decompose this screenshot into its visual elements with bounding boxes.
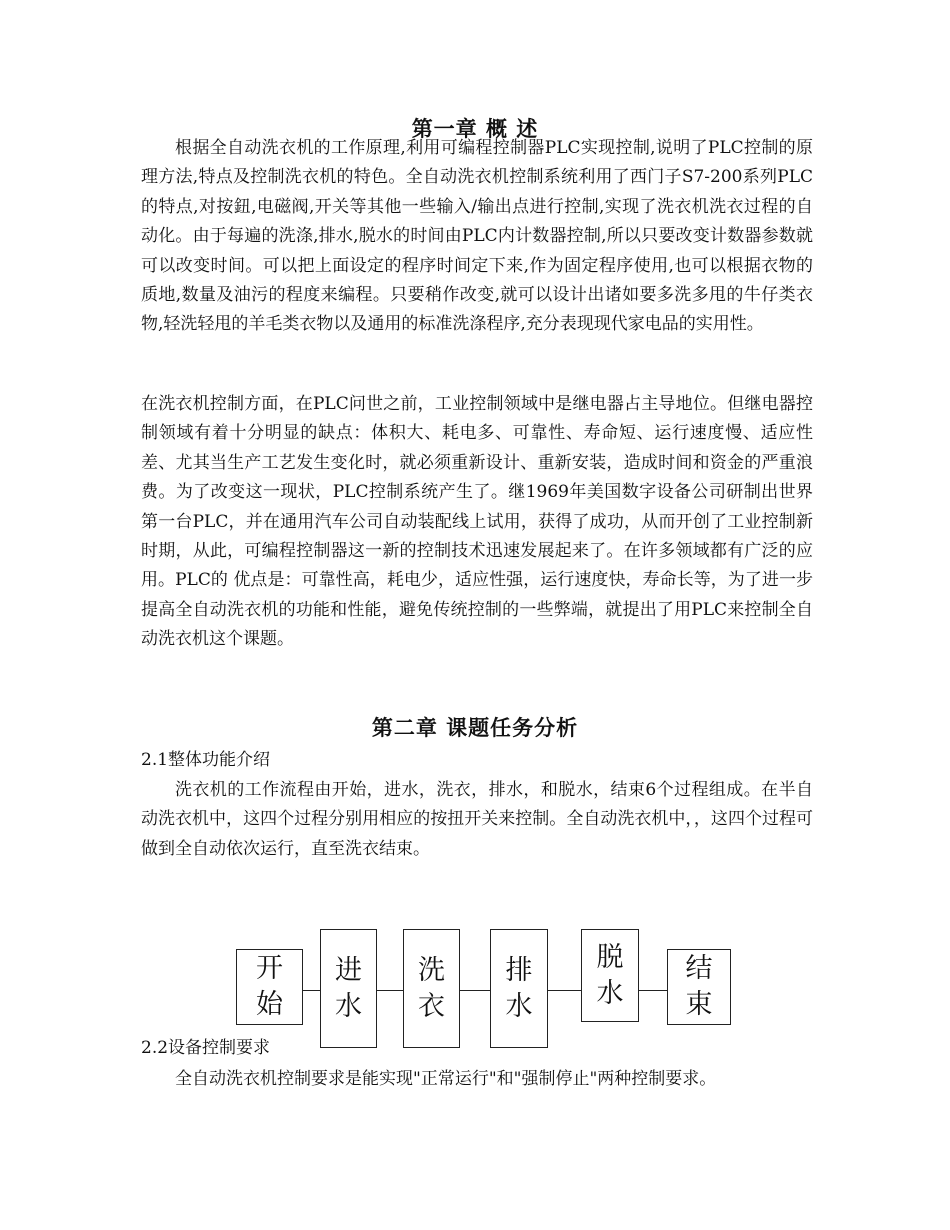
- flow-step-end: [667, 949, 731, 1025]
- chapter1-paragraph-2: 在洗衣机控制方面，在PLC问世之前，工业控制领域中是继电器占主导地位。但继电器控制领域有着十分明显的缺点：体积大、耗电多、可靠性、寿命短、运行速度慢、适应性差、尤其当生产工艺发生变化时，就必须重新设计、重新安装，造成时间和资金的严重浪费。为了改变这一现状，PLC控制系统产生了。继1969年美国数字设备公司研制出世界第一台PLC，并在通用汽车公司自动装配线上试用，获得了成功，从而开创了工业控制新时期，从此，可编程控制器这一新的控制技术迅速发展起来了。在许多领域都有广泛的应用。PLC的 优点是：可靠性高，耗电少，适应性强，运行速度快，寿命长等，为了进一步提高全自动洗衣机的功能和性能，避免传统控制的一些弊端，就提出了用PLC来控制全自动洗衣机这个课题。: [141, 394, 813, 650]
- flow-step-water-in: [320, 929, 377, 1048]
- flow-connector: [638, 990, 668, 991]
- flow-step-label: 排水: [505, 954, 533, 1022]
- flow-step-label: 脱水: [596, 941, 624, 1009]
- flow-step-label: 开始: [256, 953, 283, 1020]
- flow-step-wash: [403, 929, 460, 1048]
- flow-connector: [376, 990, 404, 991]
- flow-step-drain: [490, 929, 548, 1048]
- section-2-2-heading: 2.2设备控制要求: [141, 1038, 271, 1058]
- flow-step-spin: [581, 929, 639, 1022]
- section-2-1-paragraph: 洗衣机的工作流程由开始，进水，洗衣，排水，和脱水，结束6个过程组成。在半自动洗衣机中，这四个过程分别用相应的按扭开关来控制。全自动洗衣机中，，这四个过程可做到全自动依次运行，直至洗衣结束。: [141, 780, 813, 859]
- flow-connector: [547, 990, 582, 991]
- chapter2-title: 第二章 课题任务分析: [371, 716, 579, 740]
- flow-step-label: 洗衣: [418, 954, 445, 1022]
- chapter1-paragraph-1: 根据全自动洗衣机的工作原理,利用可编程控制器PLC实现控制,说明了PLC控制的原理方法,特点及控制洗衣机的特色。全自动洗衣机控制系统利用了西门子S7-200系列PLC的特点,对按鈕,电磁阀,开关等其他一些输入/输出点进行控制,实现了洗衣机洗衣过程的自动化。由于每遍的洗涤,排水,脱水的时间由PLC内计数器控制,所以只要改变计数器参数就可以改变时间。可以把上面设定的程序时间定下来,作为固定程序使用,也可以根据衣物的质地,数量及油污的程度来编程。只要稍作改变,就可以设计出诸如要多洗多甩的牛仔类衣物,轻洗轻甩的羊毛类衣物以及通用的标准洗涤程序,充分表现现代家电品的实用性。: [141, 138, 813, 335]
- section-2-2-paragraph: 全自动洗衣机控制要求是能实现"正常运行"和"强制停止"两种控制要求。: [175, 1069, 717, 1089]
- flow-connector: [459, 990, 491, 991]
- chapter1-title: 第一章 概 述: [411, 117, 539, 141]
- flow-step-start: [236, 949, 303, 1025]
- flow-step-label: 进水: [335, 954, 362, 1022]
- flow-step-label: 结束: [685, 953, 713, 1020]
- flow-connector: [302, 990, 321, 991]
- section-2-1-heading: 2.1整体功能介绍: [141, 750, 271, 770]
